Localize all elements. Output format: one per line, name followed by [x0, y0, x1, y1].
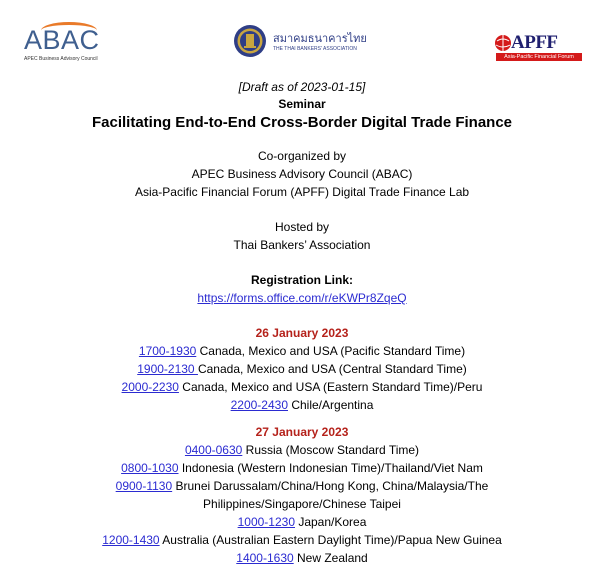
registration-label: Registration Link:: [250, 273, 353, 287]
abac-logo-subtitle: APEC Business Advisory Council: [24, 56, 98, 62]
document-body: [0, 79, 604, 567]
time-link[interactable]: 0400-0630: [184, 443, 243, 457]
time-zone-text: Canada, Mexico and USA (Central Standard Time): [197, 362, 467, 376]
abac-logo-word: ABAC: [24, 25, 100, 55]
registration-link[interactable]: https://forms.office.com/r/eKWPr8ZqeQ: [197, 291, 407, 305]
time-link[interactable]: 1700-1930: [138, 344, 197, 358]
seminar-label: Seminar: [278, 97, 326, 111]
apff-logo-subtitle: Asia-Pacific Financial Forum: [496, 53, 582, 61]
abac-logo: [24, 27, 104, 63]
time-link[interactable]: 2000-2230: [121, 380, 179, 394]
coorganized-label: Co-organized by: [257, 149, 347, 163]
tba-english-name: THE THAI BANKERS' ASSOCIATION: [273, 46, 357, 52]
time-zone-text: Indonesia (Western Indonesian Time)/Thailand/Viet Nam: [178, 461, 483, 475]
schedule-row: [0, 378, 604, 396]
schedule-row: [0, 549, 604, 567]
time-zone-text: Japan/Korea: [295, 515, 367, 529]
schedule-row: [0, 396, 604, 414]
schedule-row: [0, 342, 604, 360]
schedule-row-continuation: Philippines/Singapore/Chinese Taipei: [203, 497, 401, 511]
time-zone-text: Canada, Mexico and USA (Eastern Standard Time)/Peru: [178, 380, 483, 394]
day1-date: 26 January 2023: [255, 326, 349, 340]
schedule-row: [0, 531, 604, 549]
draft-note: [Draft as of 2023-01-15]: [238, 80, 366, 94]
time-link[interactable]: 0800-1030: [121, 461, 179, 475]
hosted-label: Hosted by: [274, 220, 330, 234]
schedule-row: [0, 477, 604, 495]
seminar-title: Facilitating End-to-End Cross-Border Digital Trade Finance: [91, 114, 513, 131]
time-link[interactable]: 1400-1630: [236, 551, 294, 565]
apff-logo: [494, 32, 584, 60]
time-link[interactable]: 2200-2430: [230, 398, 288, 412]
time-zone-text: Brunei Darussalam/China/Hong Kong, China/Malaysia/The: [172, 479, 489, 493]
coorganizer-apff: Asia-Pacific Financial Forum (APFF) Digital Trade Finance Lab: [134, 185, 470, 199]
globe-icon: [494, 34, 512, 52]
apff-logo-word: APFF: [511, 32, 558, 53]
time-zone-text: Canada, Mexico and USA (Pacific Standard Time): [196, 344, 466, 358]
tba-seal-icon: [233, 24, 267, 58]
coorganizer-abac: APEC Business Advisory Council (ABAC): [191, 167, 413, 181]
day2-date: 27 January 2023: [255, 425, 349, 439]
time-link[interactable]: 1200-1430: [102, 533, 160, 547]
schedule-row: [0, 459, 604, 477]
time-link[interactable]: 1000-1230: [237, 515, 295, 529]
time-link[interactable]: 0900-1130: [115, 479, 173, 493]
time-zone-text: Chile/Argentina: [288, 398, 374, 412]
time-zone-text: Russia (Moscow Standard Time): [242, 443, 420, 457]
schedule-row: [0, 360, 604, 378]
tba-thai-name: สมาคมธนาคารไทย: [273, 32, 367, 45]
time-link[interactable]: 1900-2130: [137, 362, 198, 376]
time-zone-text: New Zealand: [293, 551, 368, 565]
host-org: Thai Bankers’ Association: [233, 238, 371, 252]
schedule-row: [0, 513, 604, 531]
schedule-row: [0, 441, 604, 459]
thai-bankers-association-logo: [233, 24, 373, 58]
time-zone-text: Australia (Australian Eastern Daylight Time)/Papua New Guinea: [159, 533, 502, 547]
